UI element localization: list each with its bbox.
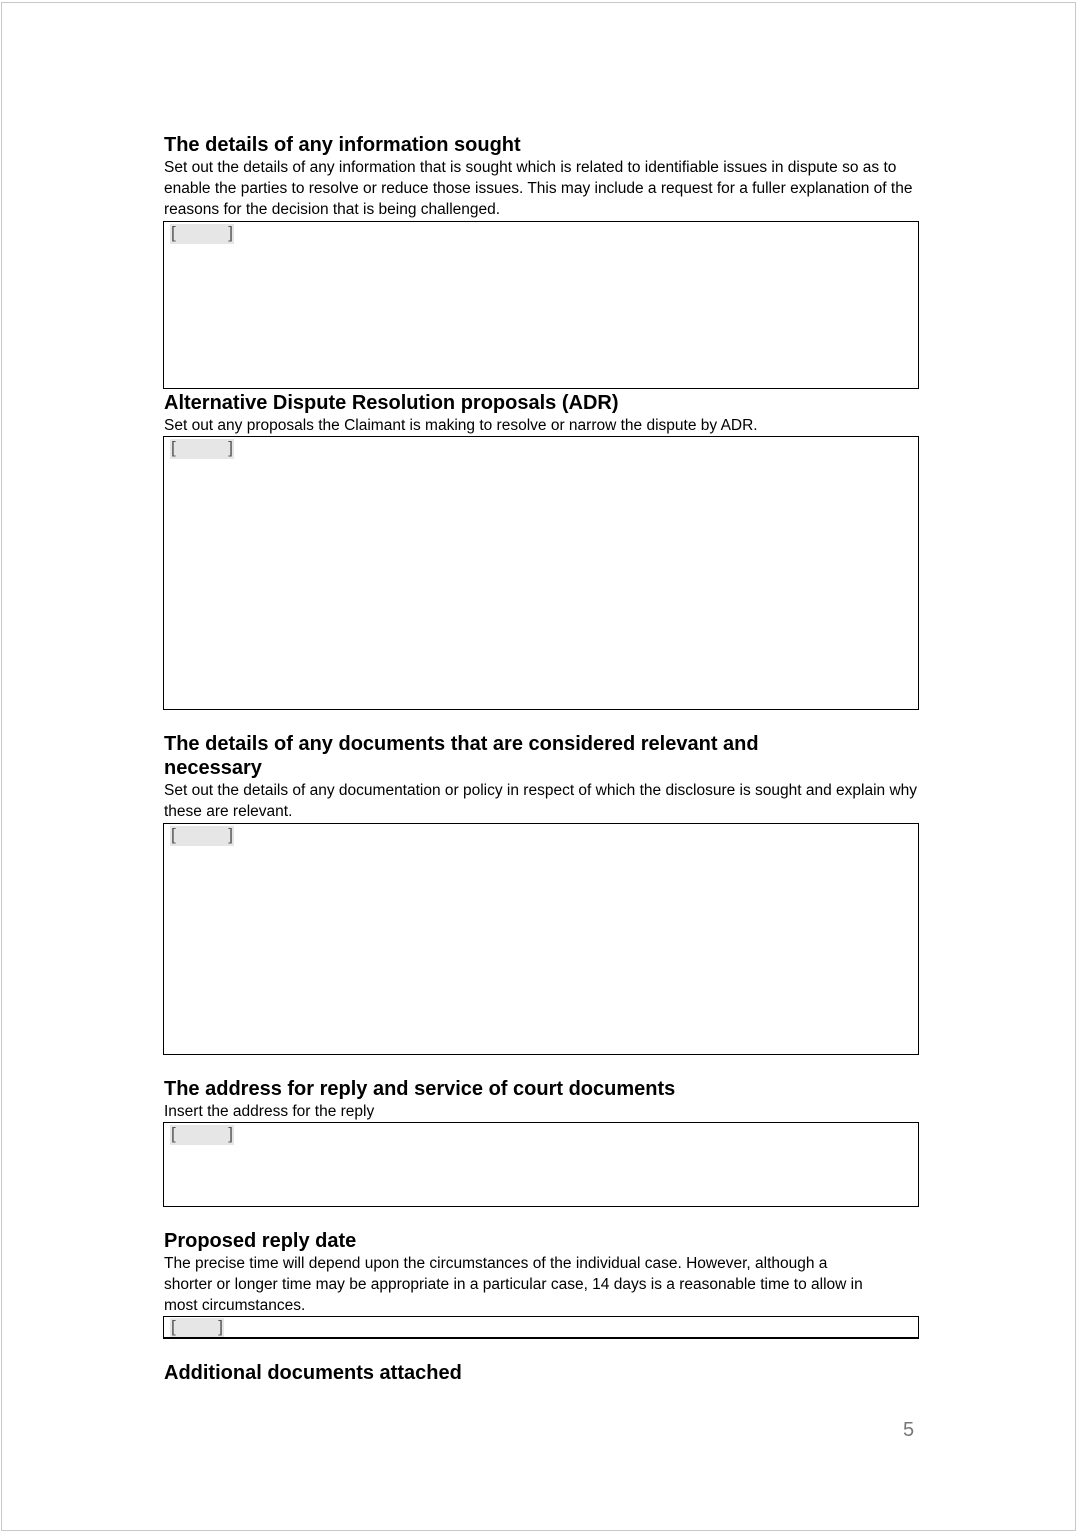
section-heading: The details of any information sought bbox=[164, 134, 521, 156]
section-relevant-documents bbox=[164, 732, 924, 822]
information-sought-textbox[interactable] bbox=[163, 221, 919, 389]
field-close-bracket: ] bbox=[228, 825, 233, 844]
section-description: The precise time will depend upon the circumstances of the individual case. However, although a shorter or longer time may be appropriate in a particular case, 14 days is a reasonable time to allow in most circumstances. bbox=[164, 1255, 863, 1314]
reply-date-textbox[interactable] bbox=[163, 1316, 919, 1339]
field-open-bracket: [ bbox=[171, 825, 176, 844]
form-field[interactable] bbox=[170, 1318, 224, 1337]
relevant-documents-textbox[interactable] bbox=[163, 823, 919, 1055]
section-information-sought bbox=[164, 133, 924, 220]
form-field[interactable] bbox=[170, 826, 234, 846]
section-adr-proposals bbox=[164, 391, 924, 436]
field-close-bracket: ] bbox=[228, 438, 233, 457]
page-number: 5 bbox=[903, 1419, 915, 1441]
reply-address-textbox[interactable] bbox=[163, 1122, 919, 1207]
section-description: Insert the address for the reply bbox=[164, 1103, 375, 1120]
section-proposed-reply-date bbox=[164, 1229, 924, 1316]
field-open-bracket: [ bbox=[171, 1317, 176, 1336]
adr-proposals-textbox[interactable] bbox=[163, 436, 919, 710]
section-heading: Alternative Dispute Resolution proposals (ADR) bbox=[164, 392, 619, 414]
section-heading: Proposed reply date bbox=[164, 1230, 357, 1252]
section-additional-documents bbox=[164, 1361, 924, 1385]
section-heading: The address for reply and service of court documents bbox=[164, 1078, 676, 1100]
field-open-bracket: [ bbox=[171, 438, 176, 457]
section-heading: The details of any documents that are considered relevant and necessary bbox=[164, 733, 759, 779]
form-field[interactable] bbox=[170, 439, 234, 459]
form-field[interactable] bbox=[170, 1125, 234, 1145]
field-close-bracket: ] bbox=[218, 1317, 223, 1336]
section-reply-address bbox=[164, 1077, 924, 1122]
field-close-bracket: ] bbox=[228, 1124, 233, 1143]
section-description: Set out any proposals the Claimant is making to resolve or narrow the dispute by ADR. bbox=[164, 417, 758, 434]
section-description: Set out the details of any documentation or policy in respect of which the disclosure is sought and explain why these are relevant. bbox=[164, 782, 918, 820]
section-heading: Additional documents attached bbox=[164, 1362, 462, 1384]
field-open-bracket: [ bbox=[171, 1124, 176, 1143]
field-open-bracket: [ bbox=[171, 223, 176, 242]
form-field[interactable] bbox=[170, 224, 234, 244]
field-close-bracket: ] bbox=[228, 223, 233, 242]
section-description: Set out the details of any information that is sought which is related to identifiable issues in dispute so as to enable the parties to resolve or reduce those issues. This may include a request for a fuller explanation of the reasons for the decision that is being challenged. bbox=[164, 159, 913, 218]
